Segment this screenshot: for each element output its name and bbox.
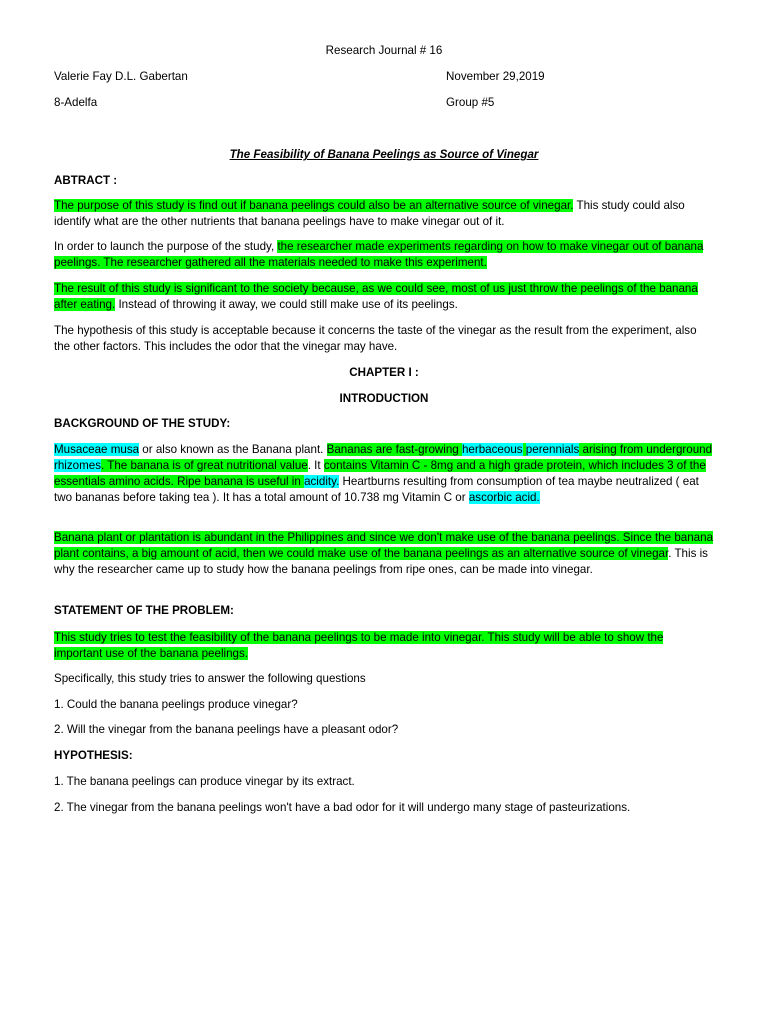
highlight-cyan: herbaceous xyxy=(461,443,523,456)
text: Instead of throwing it away, we could still make use of its peelings. xyxy=(115,298,458,311)
highlight-cyan: ascorbic acid. xyxy=(468,491,540,504)
abstract-paragraph-2 xyxy=(54,239,714,271)
text: . This is why the researcher came up to study how the banana peelings from ripe ones, can be made into vinegar. xyxy=(54,547,708,576)
text: This study could also identify what are the other nutrients that banana peelings have to make vinegar out of it. xyxy=(54,199,685,228)
background-heading: BACKGROUND OF THE STUDY: xyxy=(54,417,231,430)
date: November 29,2019 xyxy=(446,70,545,83)
abstract-paragraph-4: The hypothesis of this study is acceptable because it concerns the taste of the vinegar as the result from the experiment, also the other factors. This includes the odor that the vinegar may have. xyxy=(54,324,697,353)
document-title: The Feasibility of Banana Peelings as Source of Vinegar xyxy=(229,148,539,161)
author-name: Valerie Fay D.L. Gabertan xyxy=(54,70,188,83)
highlight: Bananas are fast-growing xyxy=(326,443,462,456)
highlight: contains Vitamin C - 8mg and a high grade protein, which includes 3 of the essentials amino acids. Ripe banana is useful in xyxy=(54,459,706,488)
hypothesis-heading: HYPOTHESIS: xyxy=(54,749,133,762)
question-2: 2. Will the vinegar from the banana peelings have a pleasant odor? xyxy=(54,723,399,736)
background-paragraph-2 xyxy=(54,530,714,578)
highlight: the researcher made experiments regarding on how to make vinegar out of banana peelings. The researcher gathered all the materials needed to make this experiment. xyxy=(54,240,704,269)
highlight: arising from underground xyxy=(579,443,713,456)
chapter-title: INTRODUCTION xyxy=(339,392,429,405)
highlight-cyan: rhizomes xyxy=(54,459,102,472)
highlight-cyan: Musaceae musa xyxy=(54,443,140,456)
highlight: . The banana is of great nutritional value xyxy=(101,459,308,472)
problem-heading: STATEMENT OF THE PROBLEM: xyxy=(54,604,234,617)
highlight: The purpose of this study is find out if banana peelings could also be an alternative source of vinegar. xyxy=(54,199,574,212)
problem-intro: Specifically, this study tries to answer the following questions xyxy=(54,672,366,685)
journal-title: Research Journal # 16 xyxy=(325,44,443,57)
text: . It xyxy=(307,459,324,472)
group: Group #5 xyxy=(446,96,495,109)
text: or also known as the Banana plant. xyxy=(139,443,327,456)
highlight: This study tries to test the feasibility of the banana peelings to be made into vinegar. This study will be able to show the important use of the banana peelings. xyxy=(54,631,664,660)
background-paragraph-1 xyxy=(54,442,714,506)
section: 8-Adelfa xyxy=(54,96,98,109)
abstract-paragraph-3 xyxy=(54,281,714,313)
hypothesis-1: 1. The banana peelings can produce vinegar by its extract. xyxy=(54,775,355,788)
chapter-label: CHAPTER I : xyxy=(349,366,419,379)
problem-paragraph-1 xyxy=(54,630,714,662)
question-1: 1. Could the banana peelings produce vinegar? xyxy=(54,698,298,711)
abstract-heading: ABTRACT : xyxy=(54,174,118,187)
highlight: The result of this study is significant to the society because, as we could see, most of us just throw the peelings of the banana after eating. xyxy=(54,282,698,311)
hypothesis-2: 2. The vinegar from the banana peelings won't have a bad odor for it will undergo many stage of pasteurizations. xyxy=(54,801,631,814)
highlight: Banana plant or plantation is abundant in the Philippines and since we don't make use of the banana peelings. Since the banana plant contains, a big amount of acid, then we could make use of the banana peelings as an alternative source of vinegar xyxy=(54,531,714,560)
text: In order to launch the purpose of the study, xyxy=(54,240,278,253)
text: Heartburns resulting from consumption of tea maybe neutralized ( eat two bananas before taking tea ). It has a total amount of 10.738 mg Vitamin C or xyxy=(54,475,699,504)
abstract-paragraph-1 xyxy=(54,198,714,230)
highlight-cyan: perennials xyxy=(525,443,580,456)
highlight-cyan: acidity. xyxy=(304,475,340,488)
